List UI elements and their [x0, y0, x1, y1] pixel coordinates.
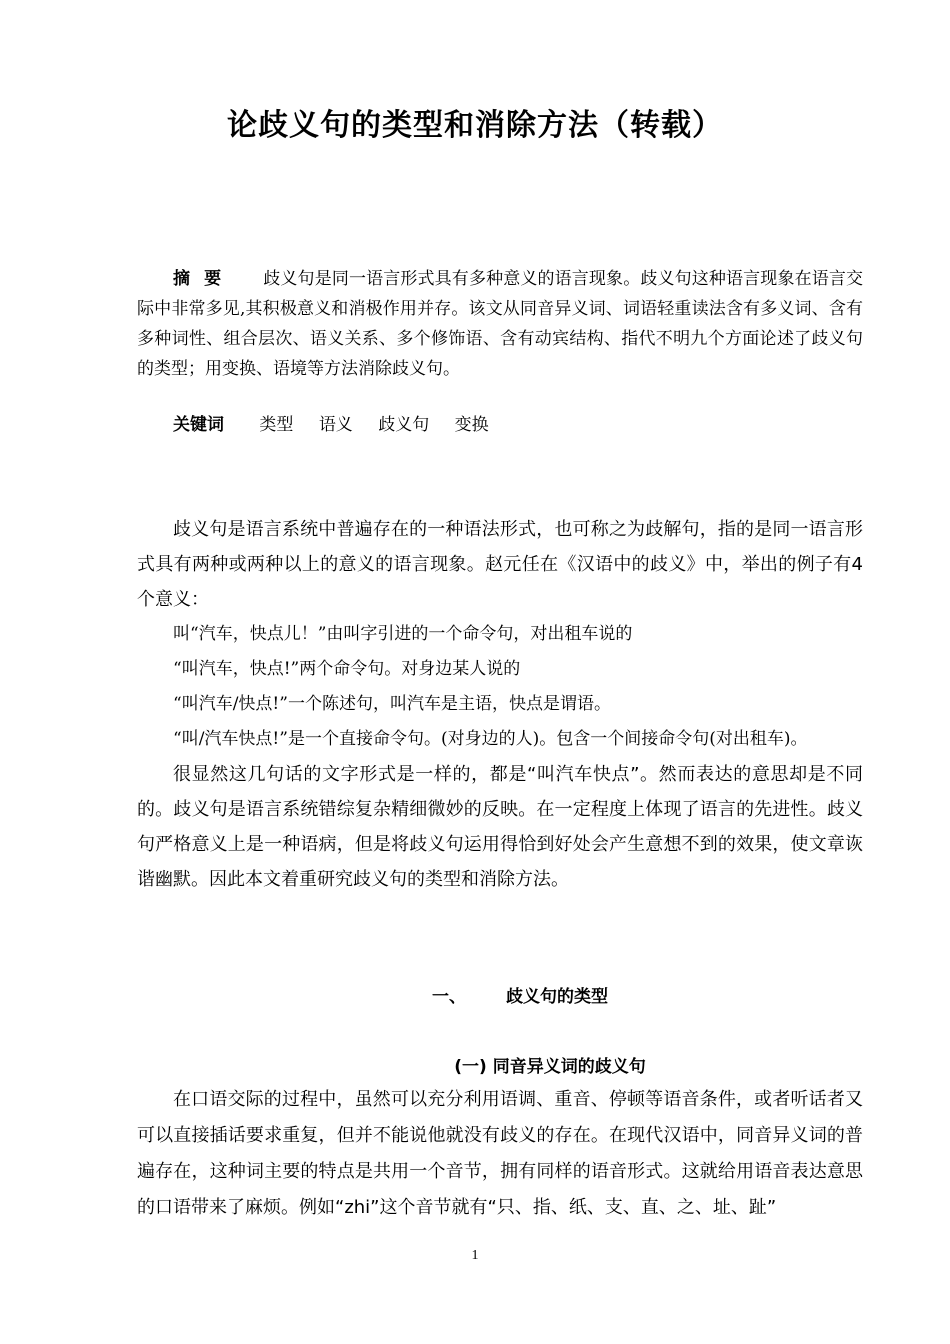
keyword-item: 变换 — [454, 415, 489, 435]
example-line: “叫/汽车快点!”是一个直接命令句。(对身边的人)。包含一个间接命令句(对出租车)。 — [173, 729, 808, 749]
keywords-label: 关键词 — [173, 415, 224, 435]
subsection-body — [137, 1082, 863, 1226]
keywords — [137, 410, 899, 440]
section-heading — [0, 982, 950, 1007]
section-number: 一、 — [432, 987, 466, 1007]
keyword-item: 类型 — [259, 415, 294, 435]
example-line: “叫汽车，快点!”两个命令句。对身边某人说的 — [173, 659, 521, 679]
keyword-item: 歧义句 — [378, 415, 430, 435]
abstract-text: 歧义句是同一语言形式具有多种意义的语言现象。歧义句这种语言现象在语言交际中非常多见,其积极意义和消极作用并存。该文从同音异义词、词语轻重读法含有多义词、含有多种词性、组合层次、语义关系、多个修饰语、含有动宾结构、指代不明九个方面论述了歧义句的类型；用变换、语境等方法消除歧义句。 — [137, 269, 864, 379]
intro-section — [137, 512, 863, 897]
example-line: 叫“汽车，快点儿！”由叫字引进的一个命令句，对出租车说的 — [173, 624, 633, 644]
abstract-label: 摘要 — [173, 269, 236, 289]
section-title: 歧义句的类型 — [506, 987, 608, 1007]
intro-paragraph: 歧义句是语言系统中普遍存在的一种语法形式，也可称之为歧解句，指的是同一语言形式具有两种或两种以上的意义的语言现象。赵元任在《汉语中的歧义》中，举出的例子有4个意义： — [137, 519, 863, 610]
conclusion-paragraph: 很显然这几句话的文字形式是一样的，都是“叫汽车快点”。然而表达的意思却是不同的。歧义句是语言系统错综复杂精细微妙的反映。在一定程度上体现了语言的先进性。歧义句严格意义上是一种语病，但是将歧义句运用得恰到好处会产生意想不到的效果，使文章诙谐幽默。因此本文着重研究歧义句的类型和消除方法。 — [137, 764, 863, 890]
example-line: “叫汽车/快点!”一个陈述句，叫汽车是主语，快点是谓语。 — [173, 694, 611, 714]
subsection-heading: (一) 同音异义词的歧义句 — [454, 1057, 646, 1077]
keyword-item: 语义 — [318, 415, 353, 435]
abstract — [137, 264, 863, 384]
document-title: 论歧义句的类型和消除方法（转载） — [227, 108, 723, 143]
subsection-paragraph: 在口语交际的过程中，虽然可以充分利用语调、重音、停顿等语音条件，或者听话者又可以直接插话要求重复，但并不能说他就没有歧义的存在。在现代汉语中，同音异义词的普遍存在，这种词主要的特点是共用一个音节，拥有同样的语音形式。这就给用语音表达意思的口语带来了麻烦。例如“zhi”这个音节就有“只、指、纸、支、直、之、址、趾” — [137, 1089, 863, 1218]
page-number: 1 — [471, 1248, 479, 1263]
